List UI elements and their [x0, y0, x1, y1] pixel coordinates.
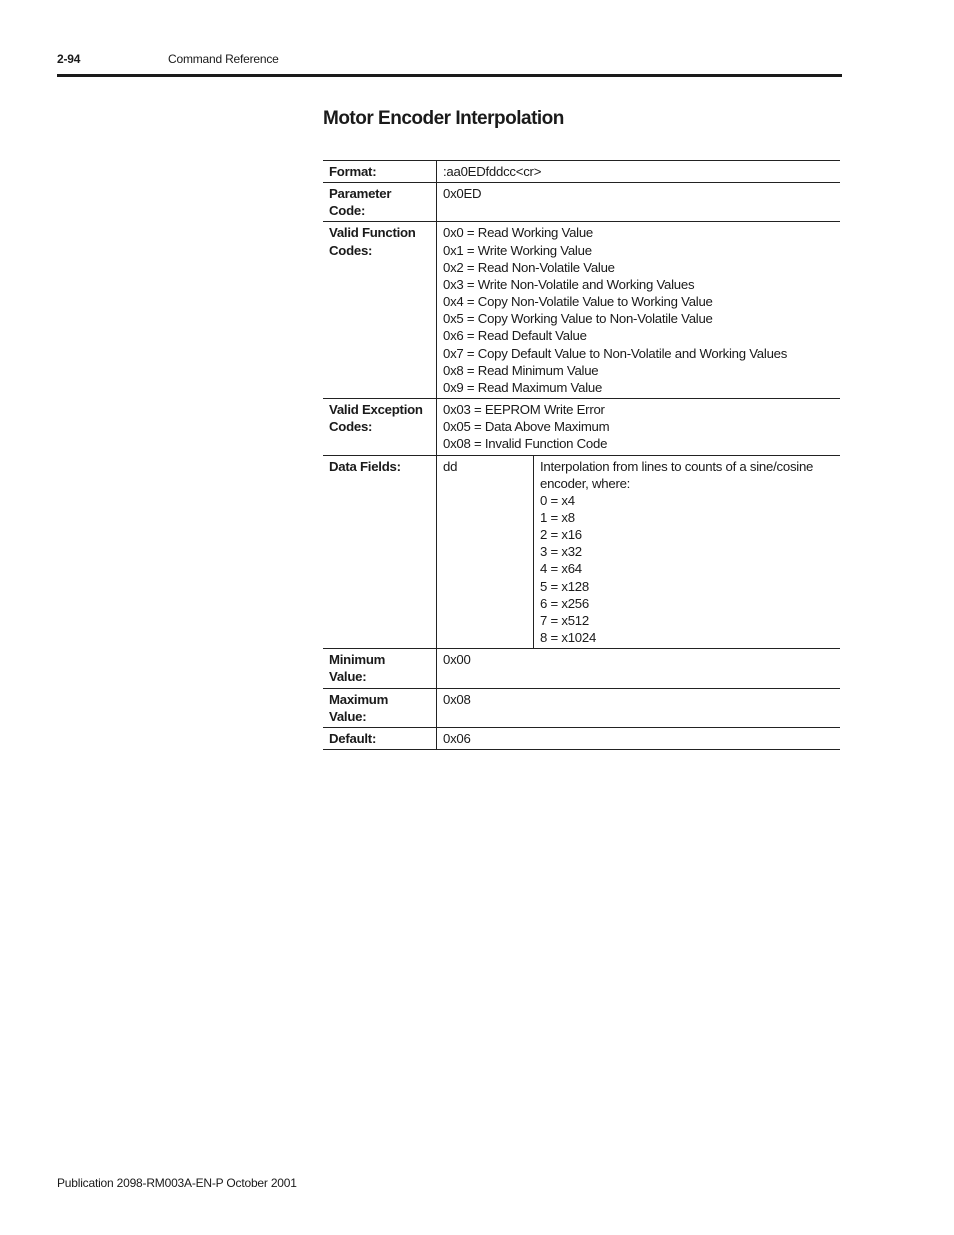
format-label: Format:: [323, 161, 437, 183]
function-code-item: 0x1 = Write Working Value: [443, 242, 592, 258]
description-line: 1 = x8: [540, 509, 575, 525]
format-value: :aa0EDfddcc<cr>: [437, 161, 841, 183]
description-line: 2 = x16: [540, 527, 582, 543]
default-value: 0x06: [437, 727, 841, 749]
valid-function-codes-list: [437, 222, 841, 399]
header-rule: [57, 74, 842, 77]
description-line: 5 = x128: [540, 578, 589, 594]
function-code-item: 0x3 = Write Non-Volatile and Working Values: [443, 276, 695, 292]
row-valid-exception-codes: [323, 399, 840, 455]
row-format: [323, 161, 840, 183]
minimum-value-label: Minimum Value:: [323, 649, 437, 688]
valid-function-codes-label: Valid Function Codes:: [323, 222, 437, 399]
exception-code-item: 0x05 = Data Above Maximum: [443, 419, 610, 435]
page-title: Motor Encoder Interpolation: [323, 108, 564, 129]
exception-code-item: 0x08 = Invalid Function Code: [443, 436, 608, 452]
row-maximum-value: [323, 688, 840, 727]
publication-footer: Publication 2098-RM003A-EN-P October 2001: [57, 1176, 297, 1190]
default-label: Default:: [323, 727, 437, 749]
function-code-item: 0x9 = Read Maximum Value: [443, 379, 603, 395]
function-code-item: 0x7 = Copy Default Value to Non-Volatile and Working Values: [443, 345, 788, 361]
page-number: 2-94: [57, 52, 81, 66]
page-header: [57, 52, 842, 68]
data-field-description: [534, 455, 841, 649]
function-code-item: 0x6 = Read Default Value: [443, 328, 587, 344]
row-data-fields: [323, 455, 840, 649]
parameter-code-label: Parameter Code:: [323, 183, 437, 222]
description-line: 0 = x4: [540, 492, 575, 508]
row-valid-function-codes: [323, 222, 840, 399]
description-line: 6 = x256: [540, 595, 589, 611]
section-name: Command Reference: [168, 52, 279, 66]
data-field-name: dd: [437, 455, 534, 649]
description-line: encoder, where:: [540, 475, 631, 491]
maximum-value-label: Maximum Value:: [323, 688, 437, 727]
function-code-item: 0x4 = Copy Non-Volatile Value to Working Value: [443, 294, 713, 310]
parameter-code-value: 0x0ED: [437, 183, 841, 222]
description-line: 7 = x512: [540, 612, 589, 628]
row-default: [323, 727, 840, 749]
description-line: 8 = x1024: [540, 630, 597, 646]
description-line: Interpolation from lines to counts of a sine/cosine: [540, 458, 814, 474]
function-code-item: 0x2 = Read Non-Volatile Value: [443, 259, 615, 275]
minimum-value: 0x00: [437, 649, 841, 688]
exception-code-item: 0x03 = EEPROM Write Error: [443, 402, 605, 418]
maximum-value: 0x08: [437, 688, 841, 727]
row-parameter-code: [323, 183, 840, 222]
data-fields-label: Data Fields:: [323, 455, 437, 649]
function-code-item: 0x8 = Read Minimum Value: [443, 362, 599, 378]
valid-exception-codes-list: [437, 399, 841, 455]
command-spec-table: [323, 160, 840, 750]
row-minimum-value: [323, 649, 840, 688]
valid-exception-codes-label: Valid Exception Codes:: [323, 399, 437, 455]
description-line: 4 = x64: [540, 561, 582, 577]
function-code-item: 0x5 = Copy Working Value to Non-Volatile Value: [443, 311, 713, 327]
description-line: 3 = x32: [540, 544, 582, 560]
function-code-item: 0x0 = Read Working Value: [443, 225, 594, 241]
